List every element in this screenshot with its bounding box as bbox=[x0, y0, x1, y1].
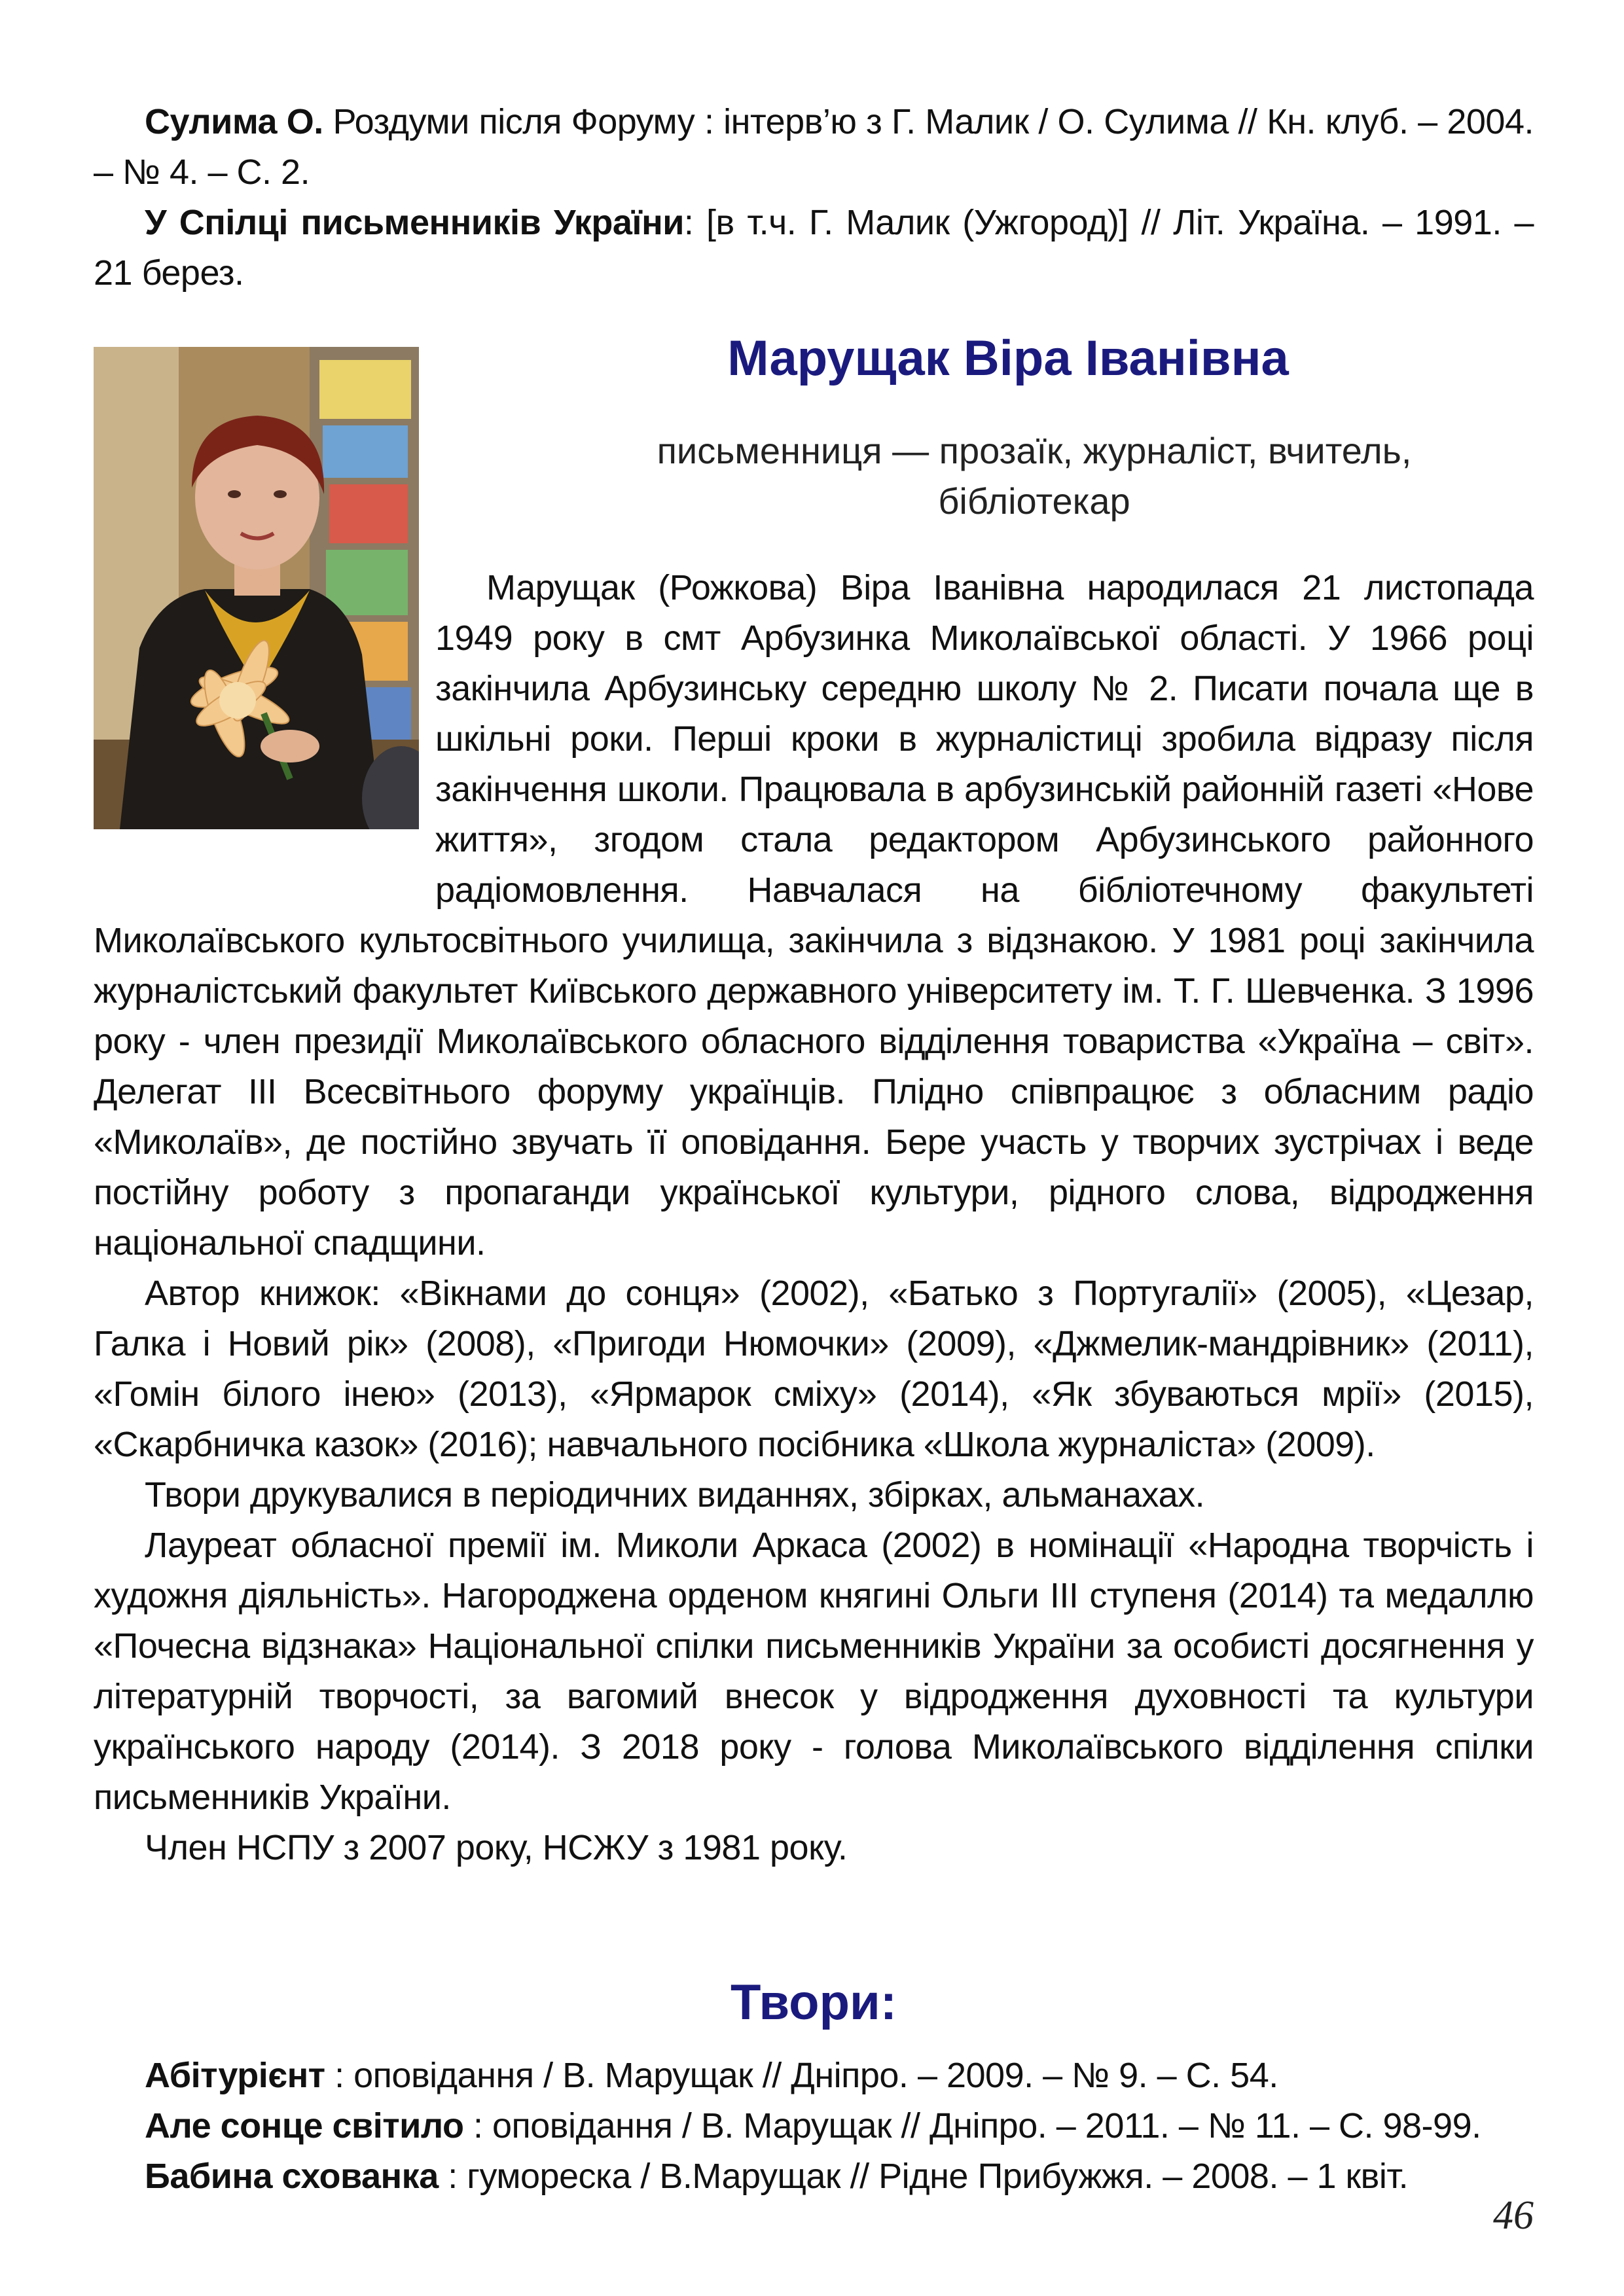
reference-entry bbox=[94, 97, 1534, 198]
reference-details: Роздуми після Форуму : інтерв’ю з Г. Малик / О. Сулима // Кн. клуб. – 2004. – № 4. – С. 2. bbox=[94, 102, 1534, 192]
reference-author: Сулима О. bbox=[145, 102, 323, 141]
biography bbox=[94, 563, 1534, 1873]
photo-spacer bbox=[94, 563, 435, 869]
bio-paragraph: Марущак (Рожкова) Віра Іванівна народилася 21 листопада 1949 року в смт Арбузинка Миколаївської області. У 1966 році закінчила Арбузинську середню школу № 2. Писати почала ще в шкільні роки. Перші кроки в журналістиці зробила відразу після закінчення школи. Працювала в арбузинській районній газеті «Нове життя», згодом стала редактором Арбузинського районного радіомовлення. Навчалася на бібліотечному факультеті Миколаївського культосвітнього училища, закінчила з відзнакою. У 1981 році закінчила журналістський факультет Київського державного університету ім. Т. Г. Шевченка. З 1996 року - член президії Миколаївського обласного відділення товариства «Україна – світ». Делегат ІІІ Всесвітнього форуму українців. Плідно співпрацює з обласним радіо «Миколаїв», де постійно звучать її оповідання. Бере участь у творчих зустрічах і веде постійну роботу з пропаганди української культури, рідного слова, відродження національної спадщини. bbox=[94, 568, 1534, 1263]
work-title: Але сонце світило bbox=[145, 2106, 464, 2145]
bio-paragraph: Твори друкувалися в періодичних виданнях, збірках, альманахах. bbox=[145, 1475, 1205, 1515]
work-entry bbox=[94, 2051, 1534, 2101]
reference-entry bbox=[94, 198, 1534, 298]
bio-paragraph: Лауреат обласної премії ім. Миколи Аркаса (2002) в номінації «Народна творчість і художня діяльність». Нагороджена орденом княгині Ольги ІІІ ступеня (2014) та медаллю «Почесна відзнака» Національної спілки письменників України за особисті досягнення у літературній творчості, за вагомий внесок у відродження духовності та культури українського народу (2014). З 2018 року - голова Миколаївського відділення спілки письменників України. bbox=[94, 1526, 1534, 1817]
roles-line: бібліотекар bbox=[938, 480, 1130, 522]
work-details: : оповідання / В. Марущак // Дніпро. – 2011. – № 11. – С. 98-99. bbox=[463, 2106, 1481, 2145]
work-details: : оповідання / В. Марущак // Дніпро. – 2009. – № 9. – С. 54. bbox=[325, 2056, 1278, 2095]
work-title: Бабина схованка bbox=[145, 2157, 439, 2196]
works-heading: Твори: bbox=[730, 1975, 897, 2030]
bio-paragraph: Автор книжок: «Вікнами до сонця» (2002), «Батько з Португалії» (2005), «Цезар, Галка і Новий рік» (2008), «Пригоди Нюмочки» (2009), «Джмелик-мандрівник» (2011), «Гомін білого інею» (2013), «Ярмарок сміху» (2014), «Як збуваються мрії» (2015), «Скарбничка казок» (2016); навчального посібника «Школа журналіста» (2009). bbox=[94, 1274, 1534, 1464]
work-title: Абітурієнт bbox=[145, 2056, 325, 2095]
roles-line: письменниця — прозаїк, журналіст, вчитель, bbox=[657, 430, 1412, 471]
person-roles bbox=[569, 425, 1499, 526]
reference-title: У Спілці письменників України bbox=[145, 203, 684, 242]
bio-paragraph: Член НСПУ з 2007 року, НСЖУ з 1981 року. bbox=[145, 1828, 848, 1867]
person-name-heading: Марущак Віра Іванівна bbox=[727, 331, 1289, 386]
page-number: 46 bbox=[1493, 2193, 1534, 2238]
work-details: : гумореска / В.Марущак // Рідне Прибужжя. – 2008. – 1 квіт. bbox=[438, 2157, 1409, 2196]
work-entry bbox=[94, 2151, 1534, 2202]
work-entry bbox=[94, 2101, 1534, 2151]
reference-details: : [в т.ч. Г. Малик (Ужгород)] // Літ. Україна. – 1991. – 21 берез. bbox=[94, 203, 1534, 293]
works-list bbox=[94, 2051, 1534, 2202]
top-references bbox=[94, 97, 1534, 298]
